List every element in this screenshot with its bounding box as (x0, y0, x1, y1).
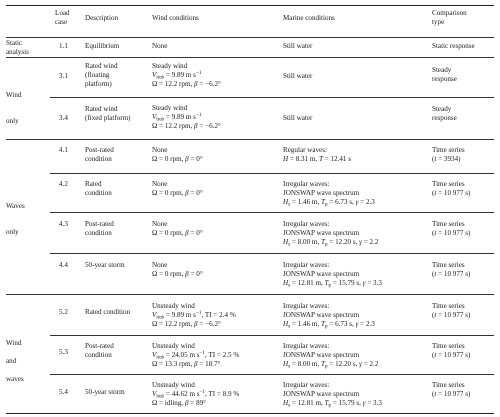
header-description: Description (85, 14, 119, 22)
case-number: 3.1 (59, 72, 68, 80)
case-description: Post-rated condition (85, 146, 114, 163)
case-description: 50-year storm (85, 388, 125, 396)
case-description: 50-year storm (85, 261, 125, 269)
case-number: 1.1 (59, 42, 68, 50)
comparison-type: Time series (t = 10 977 s) (432, 180, 471, 197)
group-label-static: Static analysis (6, 39, 29, 56)
group-rule-2 (6, 139, 494, 140)
group-rule-1 (6, 57, 494, 58)
row-rule-4-2 (50, 212, 494, 213)
wind-conditions: None Ω = 0 rpm, β = 0° (152, 261, 203, 278)
marine-conditions: Irregular waves: JONSWAP wave spectrum $H_s = 8.00$ m, $T_p = 12.20$ s, γ = 2.2 (283, 342, 379, 370)
comparison-type: Time series (t = 10 977 s) (432, 381, 471, 398)
wind-conditions: None Ω = 0 rpm, β = 0° (152, 146, 203, 163)
row-rule-4-1 (50, 173, 494, 174)
marine-conditions: Irregular waves: JONSWAP wave spectrum $H_s = 1.46$ m, $T_p = 6.73$ s, γ = 2.3 (283, 180, 375, 208)
case-number: 3.4 (59, 114, 68, 122)
case-number: 5.3 (59, 348, 68, 356)
header-wind-conditions: Wind conditions (152, 14, 199, 22)
marine-conditions: Still water (283, 42, 313, 50)
group-label-wind-waves: Wind and waves (6, 339, 24, 383)
row-rule-5-2 (50, 335, 494, 336)
group-label-wind: Wind only (6, 91, 22, 125)
wind-conditions: Steady wind $V_{hub} = 9.89$ m $s^{-1}$ Ω = 12.2 rpm, β = −6.2° (152, 104, 221, 130)
wind-conditions: Unsteady wind $V_{hub} = 9.89$ m $s^{-1}$, TI = 2.4 % Ω = 12.2 rpm, β = −6.2° (152, 302, 236, 328)
wind-conditions: None Ω = 0 rpm, β = 0° (152, 180, 203, 197)
comparison-type: Time series (t = 3934) (432, 146, 465, 163)
case-description: Rated wind (floating platform) (85, 62, 118, 88)
case-number: 4.4 (59, 261, 68, 269)
header-load-case: Load case (55, 9, 70, 26)
wind-conditions: Steady wind $V_{hub} = 9.89$ m $s^{-1}$ Ω = 12.2 rpm, β = −6.2° (152, 62, 221, 88)
marine-conditions: Irregular waves: JONSWAP wave spectrum $H_s = 8.00$ m, $T_p = 12.20$ s, γ = 2.2 (283, 220, 379, 248)
case-number: 5.4 (59, 388, 68, 396)
comparison-type: Time series (t = 10 977 s) (432, 220, 471, 237)
marine-conditions: Still water (283, 114, 313, 122)
table-top-rule (6, 5, 494, 6)
header-marine-conditions: Marine conditions (283, 14, 335, 22)
comparison-type: Time series (t = 10 977 s) (432, 342, 471, 359)
case-number: 5.2 (59, 308, 68, 316)
case-number: 4.2 (59, 180, 68, 188)
row-rule-4-3 (50, 253, 494, 254)
case-number: 4.3 (59, 220, 68, 228)
comparison-type: Steady response (432, 66, 457, 83)
case-description: Rated condition (85, 308, 131, 316)
wind-conditions: Unsteady wind $V_{hub} = 44.62$ m $s^{-1}$, TI = 8.9 % Ω = idling, β = 89° (152, 381, 240, 407)
case-description: Rated wind (fixed platform) (85, 105, 131, 122)
row-rule-3-1 (50, 97, 494, 98)
case-description: Rated condition (85, 180, 112, 197)
wind-conditions: None (152, 42, 168, 50)
wind-conditions: Unsteady wind $V_{hub} = 24.05$ m $s^{-1}$, TI = 2.5 % Ω = 13.3 rpm, β = 18.7° (152, 342, 240, 368)
comparison-type: Time series (t = 10 977 s) (432, 261, 471, 278)
comparison-type: Steady response (432, 105, 457, 122)
group-rule-3 (6, 294, 494, 295)
marine-conditions: Irregular waves: JONSWAP wave spectrum $H_s = 12.81$ m, $T_p = 15.79$ s, γ = 3.3 (283, 381, 382, 409)
table-bottom-rule (6, 413, 494, 414)
marine-conditions: Irregular waves: JONSWAP wave spectrum $H_s = 1.46$ m, $T_p = 6.73$ s, γ = 2.3 (283, 302, 375, 330)
marine-conditions: Irregular waves: JONSWAP wave spectrum $H_s = 12.81$ m, $T_p = 15.79$ s, γ = 3.3 (283, 261, 382, 289)
group-label-waves: Waves only (6, 202, 25, 236)
header-comparison-type: Comparison type (432, 9, 467, 26)
comparison-type: Static response (432, 42, 475, 50)
marine-conditions: Still water (283, 72, 313, 80)
case-description: Post-rated condition (85, 342, 114, 359)
case-number: 4.1 (59, 146, 68, 154)
wind-conditions: None Ω = 0 rpm, β = 0° (152, 220, 203, 237)
row-rule-5-3 (50, 374, 494, 375)
case-description: Equilibrium (85, 42, 120, 50)
header-rule (6, 37, 494, 38)
case-description: Post-rated condition (85, 220, 114, 237)
marine-conditions: Regular waves: H = 8.31 m, T = 12.41 s (283, 146, 351, 163)
comparison-type: Time series (t = 10 977 s) (432, 302, 471, 319)
